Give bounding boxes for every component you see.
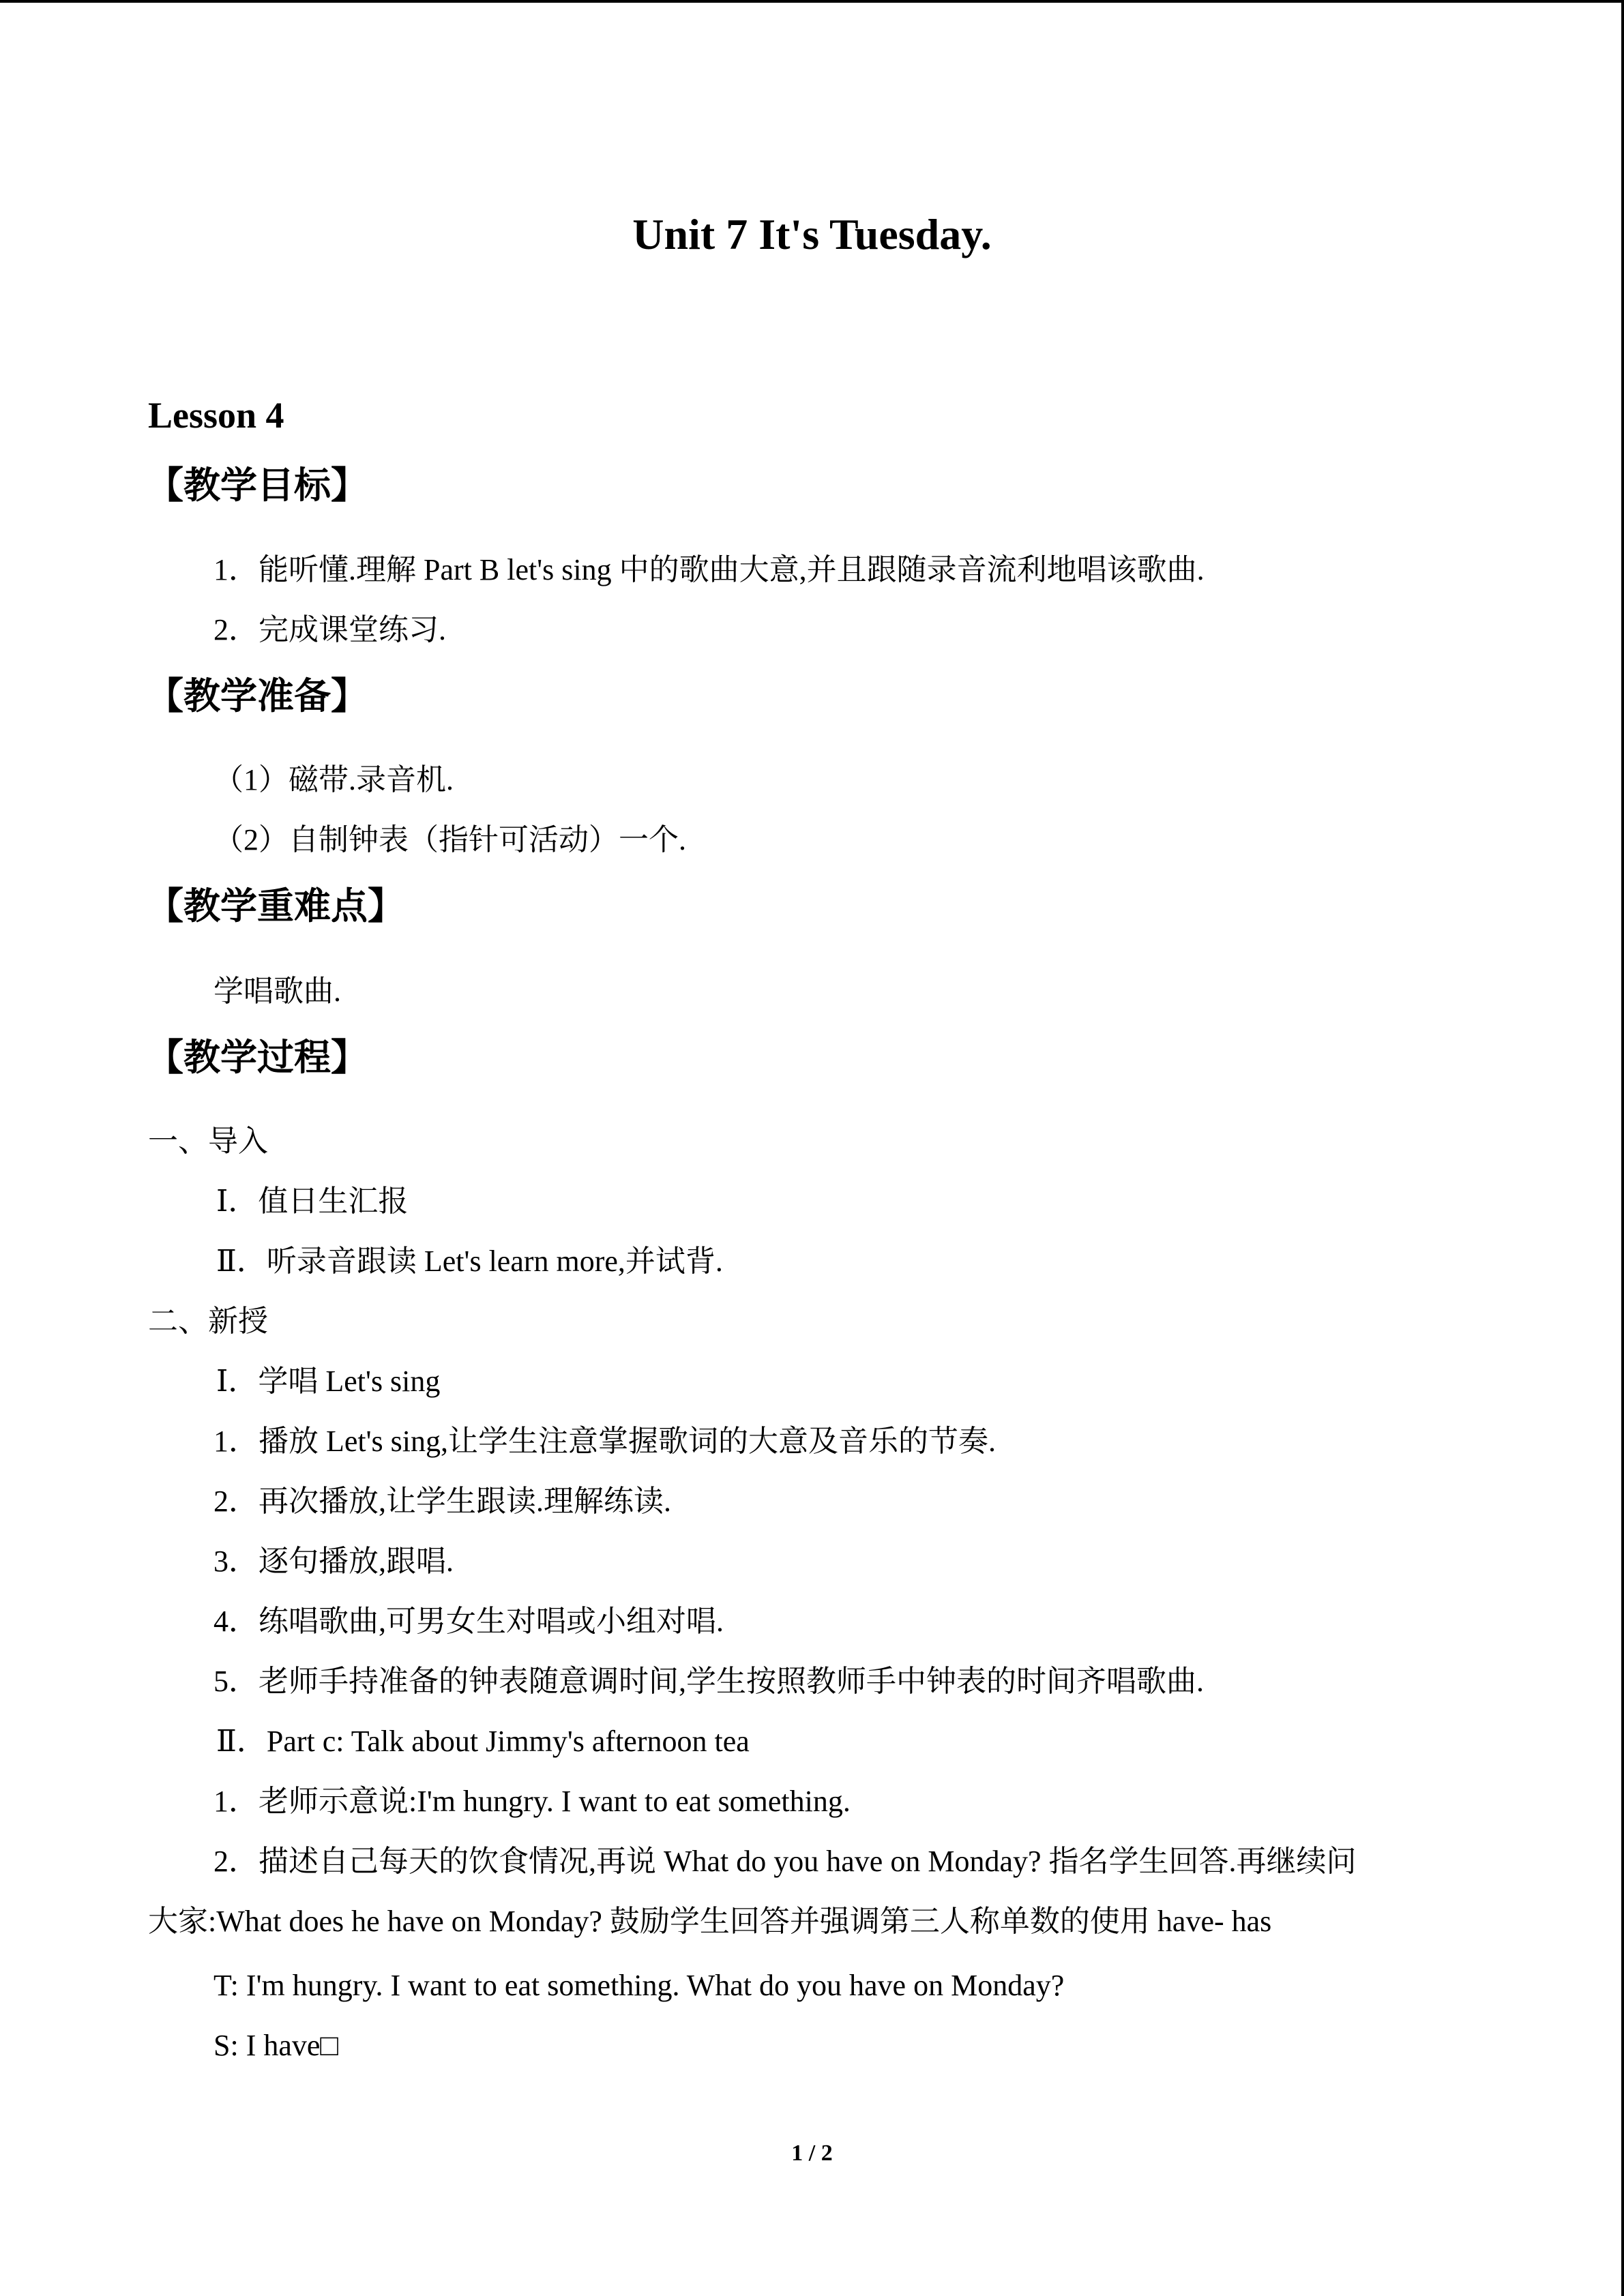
goal-item: 2．完成课堂练习.	[213, 613, 446, 646]
section-heading-process: 【教学过程】	[147, 1036, 368, 1079]
process-line: Ⅱ．听录音跟读 Let's learn more,并试背.	[216, 1244, 723, 1278]
process-line: 2．再次播放,让学生跟读.理解练读.	[213, 1485, 671, 1518]
process-line: 5．老师手持准备的钟表随意调时间,学生按照教师手中钟表的时间齐唱歌曲.	[213, 1665, 1204, 1698]
keypoint-item: 学唱歌曲.	[213, 974, 341, 1008]
process-line: 2．描述自己每天的饮食情况,再说 What do you have on Monday? 指名学生回答.再继续问	[213, 1845, 1357, 1878]
page-number: 1 / 2	[791, 2141, 833, 2166]
process-line: 1．播放 Let's sing,让学生注意掌握歌词的大意及音乐的节奏.	[213, 1425, 996, 1458]
section-heading-goals: 【教学目标】	[147, 464, 368, 507]
process-line: 4．练唱歌曲,可男女生对唱或小组对唱.	[213, 1605, 724, 1638]
prep-item: （2）自制钟表（指针可活动）一个.	[213, 823, 686, 856]
goal-item: 1．能听懂.理解 Part B let's sing 中的歌曲大意,并且跟随录音流利地唱该歌曲.	[213, 553, 1205, 586]
process-line: 3．逐句播放,跟唱.	[213, 1545, 454, 1578]
process-line: Ⅰ．学唱 Let's sing	[216, 1365, 441, 1398]
process-line: 二、新授	[148, 1304, 268, 1338]
process-line: S: I have□	[213, 2029, 338, 2062]
process-line: Ⅱ．Part c: Talk about Jimmy's afternoon tea	[216, 1725, 750, 1758]
prep-item: （1）磁带.录音机.	[213, 763, 454, 796]
process-line: Ⅰ．值日生汇报	[216, 1184, 409, 1218]
process-line: T: I'm hungry. I want to eat something. What do you have on Monday?	[213, 1969, 1065, 2002]
document-title: Unit 7 It's Tuesday.	[632, 210, 992, 258]
section-heading-keypoints: 【教学重难点】	[147, 884, 404, 927]
lesson-label: Lesson 4	[148, 395, 284, 436]
process-line: 一、导入	[148, 1124, 268, 1158]
process-line: 大家:What does he have on Monday? 鼓励学生回答并强调第三人称单数的使用 have- has	[148, 1905, 1272, 1938]
section-heading-prep: 【教学准备】	[147, 674, 368, 717]
process-line: 1．老师示意说:I'm hungry. I want to eat something.	[213, 1785, 851, 1818]
